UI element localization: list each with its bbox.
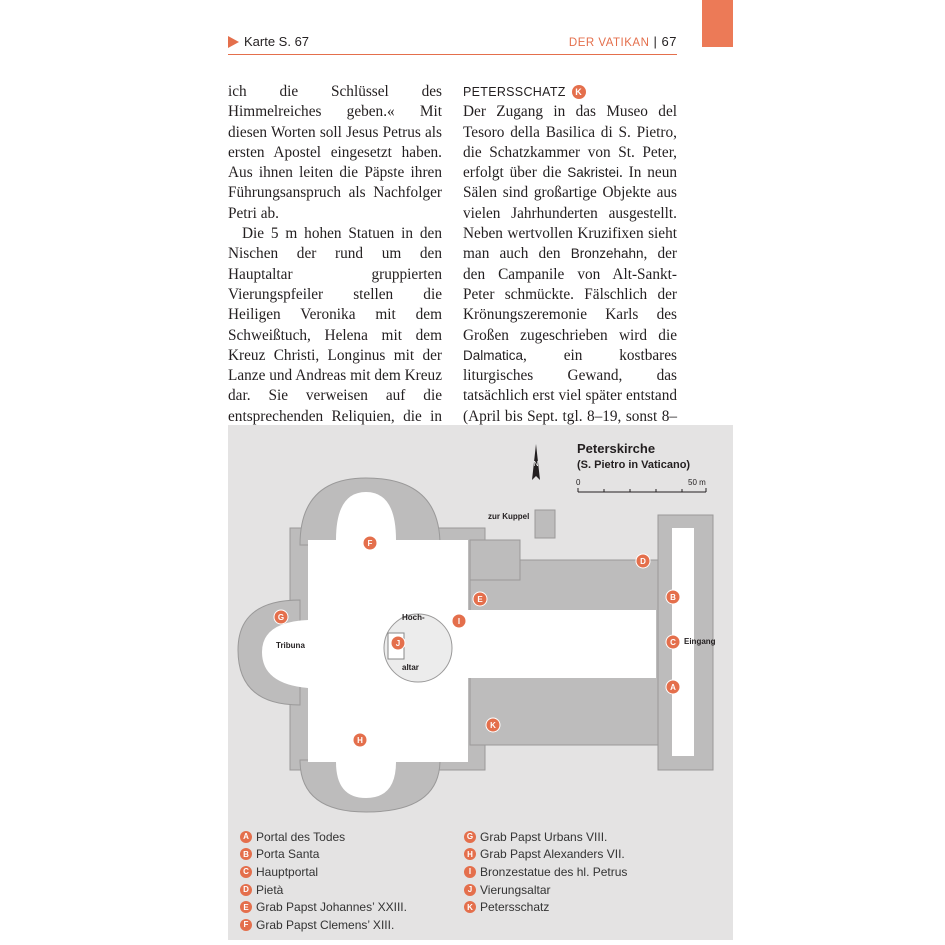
legend-text: Hauptportal: [256, 864, 319, 879]
legend-left: [240, 828, 407, 934]
legend-item: [464, 828, 627, 846]
stair-block: [535, 510, 555, 538]
legend-badge: H: [464, 848, 476, 860]
legend-text: Grab Papst Alexanders VII.: [480, 847, 625, 862]
paragraph: ich die Schlüssel des Himmelreiches geben.« Mit diesen Worten soll Jesus Petrus als ersten Apostel eingesetzt haben. Aus ihnen leiten die Päpste ihren Führungsanspruch als Nachfolger Petri ab.: [228, 83, 442, 222]
keyword: Dalmatica: [463, 347, 524, 363]
map-subtitle: (S. Pietro in Vaticano): [577, 459, 691, 471]
map-marker-label: I: [457, 617, 461, 626]
legend-badge: B: [240, 848, 252, 860]
map-marker-a: [666, 680, 680, 694]
map-marker-k: [486, 718, 500, 732]
map-marker-i: [452, 614, 466, 628]
nave-floor: [468, 610, 656, 678]
legend-badge: A: [240, 831, 252, 843]
keyword: Sakristei: [567, 165, 619, 181]
map-marker-f: [363, 536, 377, 550]
map-reference-label: Karte S. 67: [244, 34, 310, 49]
map-marker-d: [636, 554, 650, 568]
map-marker-label: E: [477, 595, 483, 604]
text-run: , der den Campanile von Alt-Sankt-Peter schmückte. Fälschlich der Krönungszeremonie Karls des Großen zugeschrieben wird die: [463, 245, 677, 344]
marker-badge: K: [572, 85, 586, 99]
keyword: Bronzehahn: [570, 246, 644, 262]
legend-item: [240, 846, 407, 864]
legend-item: [240, 881, 407, 899]
map-marker-label: H: [357, 736, 363, 745]
map-marker-j: [391, 636, 405, 650]
map-marker-label: K: [490, 721, 496, 730]
map-marker-label: A: [670, 683, 676, 692]
legend-badge: J: [464, 884, 476, 896]
kuppel-label: zur Kuppel: [488, 512, 530, 521]
legend-item: [464, 863, 627, 881]
legend-item: [464, 846, 627, 864]
legend-badge: D: [240, 884, 252, 896]
paragraph: Die 5 m hohen Statuen in den Nischen der rund um den Hauptaltar gruppierten Vierungspfeiler stellen die Heiligen Veronika mit dem Schweißtuch, Helena mit dem Kreuz Christi, Longinus mit der Lanze und Andreas mit dem Kreuz dar. Sie verweisen auf die entsprechenden Reliquien, die in: [228, 225, 442, 425]
map-marker-label: F: [367, 539, 373, 548]
legend-item: [464, 881, 627, 899]
legend-badge: K: [464, 901, 476, 913]
tribuna-label: Tribuna: [276, 641, 305, 650]
legend-badge: F: [240, 919, 252, 931]
scale-end: 50 m: [688, 478, 706, 487]
map-marker-label: B: [670, 593, 676, 602]
legend-text: Pietà: [256, 882, 284, 897]
eingang-label: Eingang: [684, 637, 716, 646]
legend-item: [464, 898, 627, 916]
map-marker-label: G: [277, 613, 285, 622]
legend-badge: G: [464, 831, 476, 843]
separator: |: [653, 34, 662, 49]
legend-text: Vierungsaltar: [480, 882, 551, 897]
text-run: . In neun Sälen sind großartige Objekte aus vielen Jahrhunderten ausgestellt. Neben wertvollen Kruzifixen sieht man auch den: [463, 164, 677, 263]
legend-text: Bronzestatue des hl. Petrus: [480, 864, 628, 879]
map-marker-c: [666, 635, 680, 649]
section-heading-text: PETERSSCHATZ: [463, 85, 566, 99]
legend-text: Grab Papst Clemens’ XIII.: [256, 917, 395, 932]
legend-badge: C: [240, 866, 252, 878]
legend-text: Petersschatz: [480, 900, 550, 915]
legend-text: Porta Santa: [256, 847, 320, 862]
map-title: Peterskirche: [577, 441, 656, 456]
map-marker-label: D: [640, 557, 646, 566]
legend-right: [464, 828, 627, 916]
text-run: , ein kostbares liturgisches Gewand, das tatsächlich erst viel später entstand (April bis Sept. tgl. 8–19, sonst 8–: [463, 346, 677, 425]
legend-text: Grab Papst Urbans VIII.: [480, 829, 608, 844]
legend-text: Grab Papst Johannes’ XXIII.: [256, 900, 407, 915]
map-marker-e: [473, 592, 487, 606]
legend-item: [240, 863, 407, 881]
chapel-block: [470, 540, 520, 580]
hochaltar-label-bottom: altar: [402, 663, 419, 672]
north-arrow: [532, 444, 540, 480]
text-run: Der Zugang in das Museo del Tesoro della Basilica di S. Pietro, die Schatzkammer von St. Peter, erfolgt über die: [463, 103, 677, 182]
legend-badge: I: [464, 866, 476, 878]
scale-start: 0: [576, 478, 581, 487]
legend-item: [240, 828, 407, 846]
legend-item: [240, 916, 407, 934]
map-marker-label: J: [395, 639, 401, 648]
hochaltar-label-top: Hoch-: [402, 613, 425, 622]
map-marker-g: [274, 610, 288, 624]
legend-text: Portal des Todes: [256, 829, 346, 844]
page-number: 67: [661, 34, 677, 49]
scale-bar: [576, 478, 706, 492]
map-marker-b: [666, 590, 680, 604]
north-label: N: [533, 461, 539, 468]
section-title: DER VATIKAN: [568, 37, 650, 49]
legend-badge: E: [240, 901, 252, 913]
legend-item: [240, 898, 407, 916]
map-marker-label: C: [670, 638, 676, 647]
map-marker-h: [353, 733, 367, 747]
